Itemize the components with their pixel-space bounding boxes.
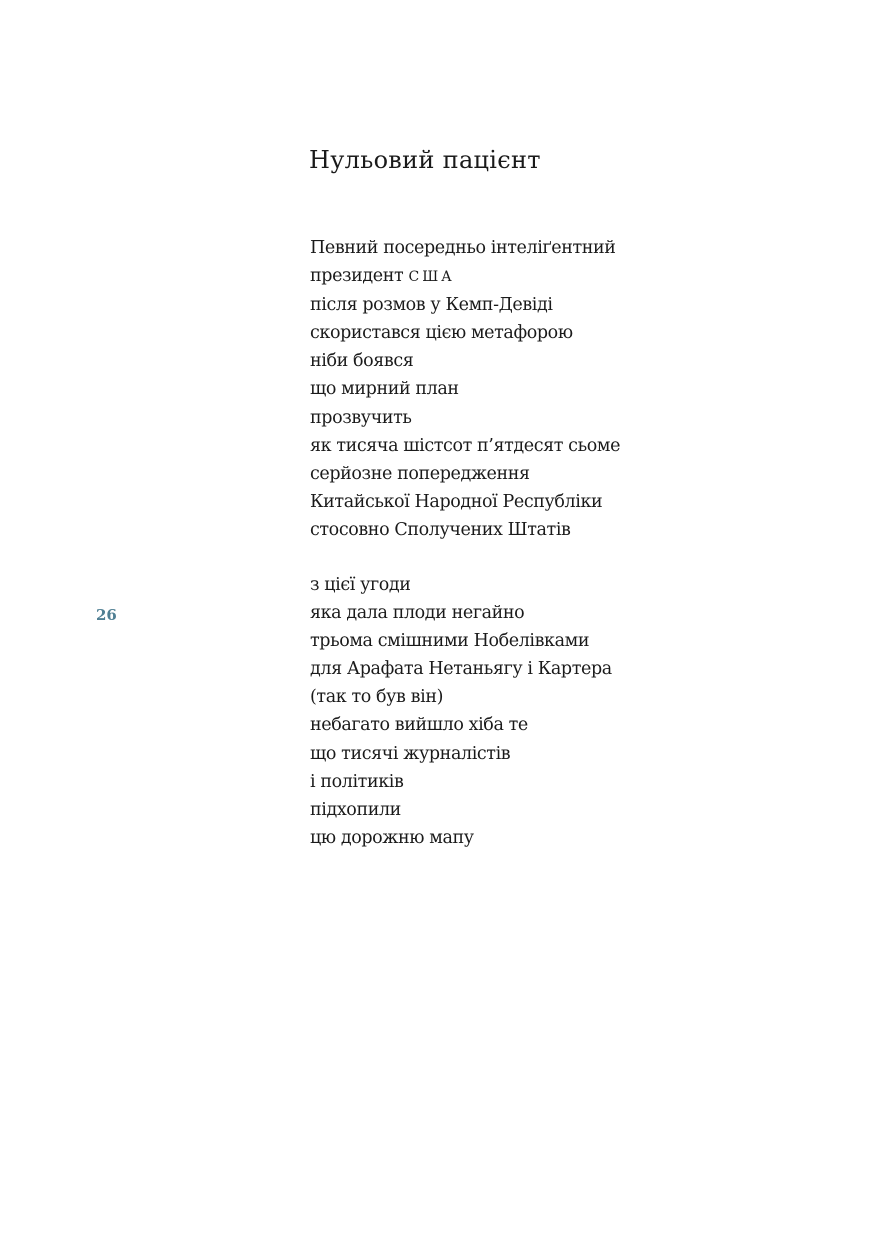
poem-line: і політиків bbox=[310, 771, 404, 792]
page-number: 26 bbox=[96, 606, 117, 624]
abbreviation-usa: США bbox=[408, 269, 455, 286]
poem-line: цю дорожню мапу bbox=[310, 827, 474, 848]
poem-line: прозвучить bbox=[310, 407, 412, 428]
poem-line: підхопили bbox=[310, 799, 401, 820]
stanza-2 bbox=[310, 571, 612, 852]
poem-line: Китайської Народної Республіки bbox=[310, 491, 603, 512]
stanza-1 bbox=[310, 234, 620, 544]
poem-line: як тисяча шістсот п’ятдесят сьоме bbox=[310, 435, 621, 456]
poem-line: трьома смішними Нобелівками bbox=[310, 631, 590, 652]
poem-line: небагато вийшло хіба те bbox=[310, 715, 528, 736]
poem-line: Певний посередньо інтеліґентний bbox=[310, 238, 616, 258]
poem-title: Нульовий пацієнт bbox=[309, 146, 541, 174]
poem-line: що тисячі журналістів bbox=[310, 743, 511, 764]
poem-line-text: президент bbox=[310, 266, 409, 287]
poem-line: для Арафата Нетаньягу і Картера bbox=[310, 659, 612, 680]
poem-line: скористався цією метафорою bbox=[310, 323, 573, 344]
poem-line: після розмов у Кемп-Девіді bbox=[310, 295, 553, 316]
poem-line: (так то був він) bbox=[310, 687, 444, 708]
poem-line: стосовно Сполучених Штатів bbox=[310, 519, 571, 540]
poem-line: серйозне попередження bbox=[310, 463, 530, 484]
poem-line bbox=[310, 262, 620, 291]
poem-line: що мирний план bbox=[310, 379, 459, 400]
poem-line: яка дала плоди негайно bbox=[310, 603, 525, 624]
poem-line: ніби боявся bbox=[310, 351, 414, 372]
poem-line: з цієї угоди bbox=[310, 575, 411, 595]
